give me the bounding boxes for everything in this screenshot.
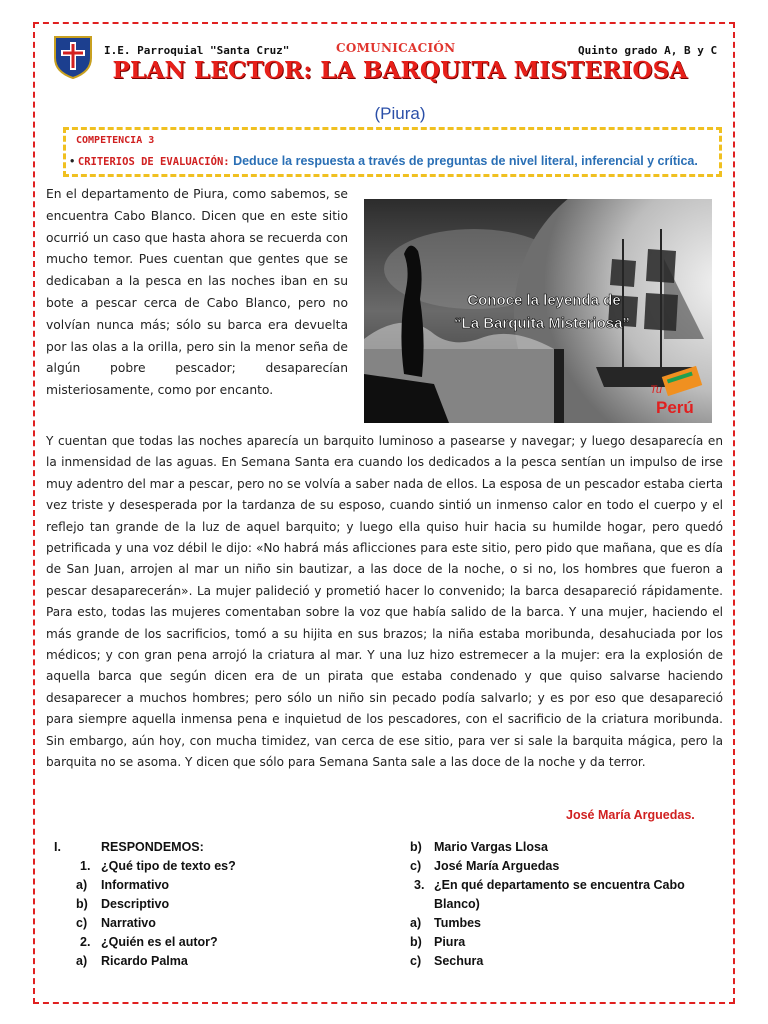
option-text: Sechura	[434, 954, 484, 968]
story-paragraph-2: Y cuentan que todas las noches aparecía un barquito luminoso a pasearse y navegar; y luego desaparecía en la inmensidad de las aguas. En Semana Santa era cuando los dedicados a la pesca sentían un impulso de irse muy adentro del mar a pescar, pero no se volvía a saber nada de ellos. La esposa de un pescador estaba cierta vez triste y desesperada por la tardanza de su esposo, cuando sintió un inmenso calor en todo el cuerpo y el reflejo tan grande de la luz de aquel barquito; y luego ella quiso huir hacia su humilde hogar, pero quedó petrificada y una voz débil le dijo: «No habrá más aflicciones para este sitio, pero pido que mañana, que es día de San Juan, arrojen al mar un niño sin bautizar, a las doce de la noche, o si no, los hombres que fueron a pescar desaparecerán». La mujer palideció y prometió hacer lo convenido; la barca desapareció rápidamente. Para esto, todas las mujeres comentaban sobre la voz que había salido de la barca. Y una mujer, haciendo el más grande de los sacrificios, tomó a su hijita en sus brazos; la niña estaba moribunda, desahuciada por los médicos; y con gran pena arrojó la criatura al mar. Y una luz hizo estremecer a la mujer: era la explosión de aquella barca que según dicen era de un pirata que estaba condenado y que quiso salvarse haciendo desaparecer a muchos hombres; pero sólo un niño sin pecado podía salvarlo; y es por eso que desapareció para siempre aquella inmensa pena e inquietud de los pescadores, con el sacrificio de la criatura moribunda. Sin embargo, aún hoy, con mucha timidez, van cerca de ese sitio, para ver si sale la barquita mágica, pero la barquita no se asoma. Y dicen que sólo para Semana Santa sale a las doce de la noche y da terror.	[46, 434, 723, 770]
question-text-continued: Blanco)	[434, 897, 480, 911]
option-marker: a)	[410, 916, 422, 930]
school-name: I.E. Parroquial "Santa Cruz"	[104, 44, 290, 57]
story-author: José María Arguedas.	[566, 808, 695, 822]
option-text: Ricardo Palma	[101, 954, 188, 968]
image-caption-line-2: “La Barquita Misteriosa”	[454, 315, 630, 332]
question-marker: 1.	[80, 859, 91, 873]
option-marker: c)	[76, 916, 88, 930]
image-caption-line-1: Conoce la leyenda de	[467, 292, 621, 309]
question-marker: 3.	[414, 878, 425, 892]
logo-bottom-text: Perú	[656, 398, 694, 417]
question-text: ¿Quién es el autor?	[101, 935, 218, 949]
grade-label: Quinto grado A, B y C	[578, 44, 718, 57]
option-text: Descriptivo	[101, 897, 170, 911]
legend-illustration	[364, 199, 712, 423]
option-text: Mario Vargas Llosa	[434, 840, 548, 854]
question-marker: 2.	[80, 935, 91, 949]
bullet-icon: •	[70, 154, 75, 168]
option-text: Informativo	[101, 878, 170, 892]
option-marker: a)	[76, 878, 88, 892]
option-marker: b)	[410, 840, 422, 854]
region-subtitle: (Piura)	[374, 104, 426, 123]
option-text: Narrativo	[101, 916, 156, 930]
criterios-text: Deduce la respuesta a través de preguntas de nivel literal, inferencial y crítica.	[233, 154, 698, 168]
logo-top-text: Tu	[650, 384, 663, 396]
competencia-box	[63, 127, 722, 177]
option-text: José María Arguedas	[434, 859, 560, 873]
option-marker: c)	[410, 859, 422, 873]
question-text: ¿En qué departamento se encuentra Cabo	[434, 878, 685, 892]
ship-scene-image	[364, 199, 712, 423]
subject-label: COMUNICACIÓN	[336, 41, 456, 55]
page-title: PLAN LECTOR: LA BARQUITA MISTERIOSA	[112, 57, 688, 84]
criterios-line	[70, 154, 698, 168]
competencia-label: COMPETENCIA 3	[76, 135, 155, 146]
question-text: RESPONDEMOS:	[101, 840, 204, 854]
option-text: Tumbes	[434, 916, 481, 930]
story-paragraph-1: En el departamento de Piura, como sabemos, se encuentra Cabo Blanco. Dicen que en este sitio ocurrió un caso que hasta ahora se recuerda con mucho temor. Pues cuentan que gentes que se dedicaban a la pesca en las noches iban en su bote a pescar cerca de Cabo Blanco, pero no volvían nunca más; sólo su barca era devuelta por las olas a la orilla, pero sin la menor seña de algún pobre pescador; desaparecían misteriosamente, como por encanto.	[46, 187, 348, 398]
question-text: ¿Qué tipo de texto es?	[101, 859, 236, 873]
criterios-label: CRITERIOS DE EVALUACIÓN:	[77, 156, 230, 168]
option-marker: b)	[76, 897, 88, 911]
option-marker: c)	[410, 954, 422, 968]
school-crest-icon	[52, 34, 94, 80]
option-marker: b)	[410, 935, 422, 949]
option-text: Piura	[434, 935, 466, 949]
option-marker: a)	[76, 954, 88, 968]
question-marker: I.	[54, 840, 61, 854]
